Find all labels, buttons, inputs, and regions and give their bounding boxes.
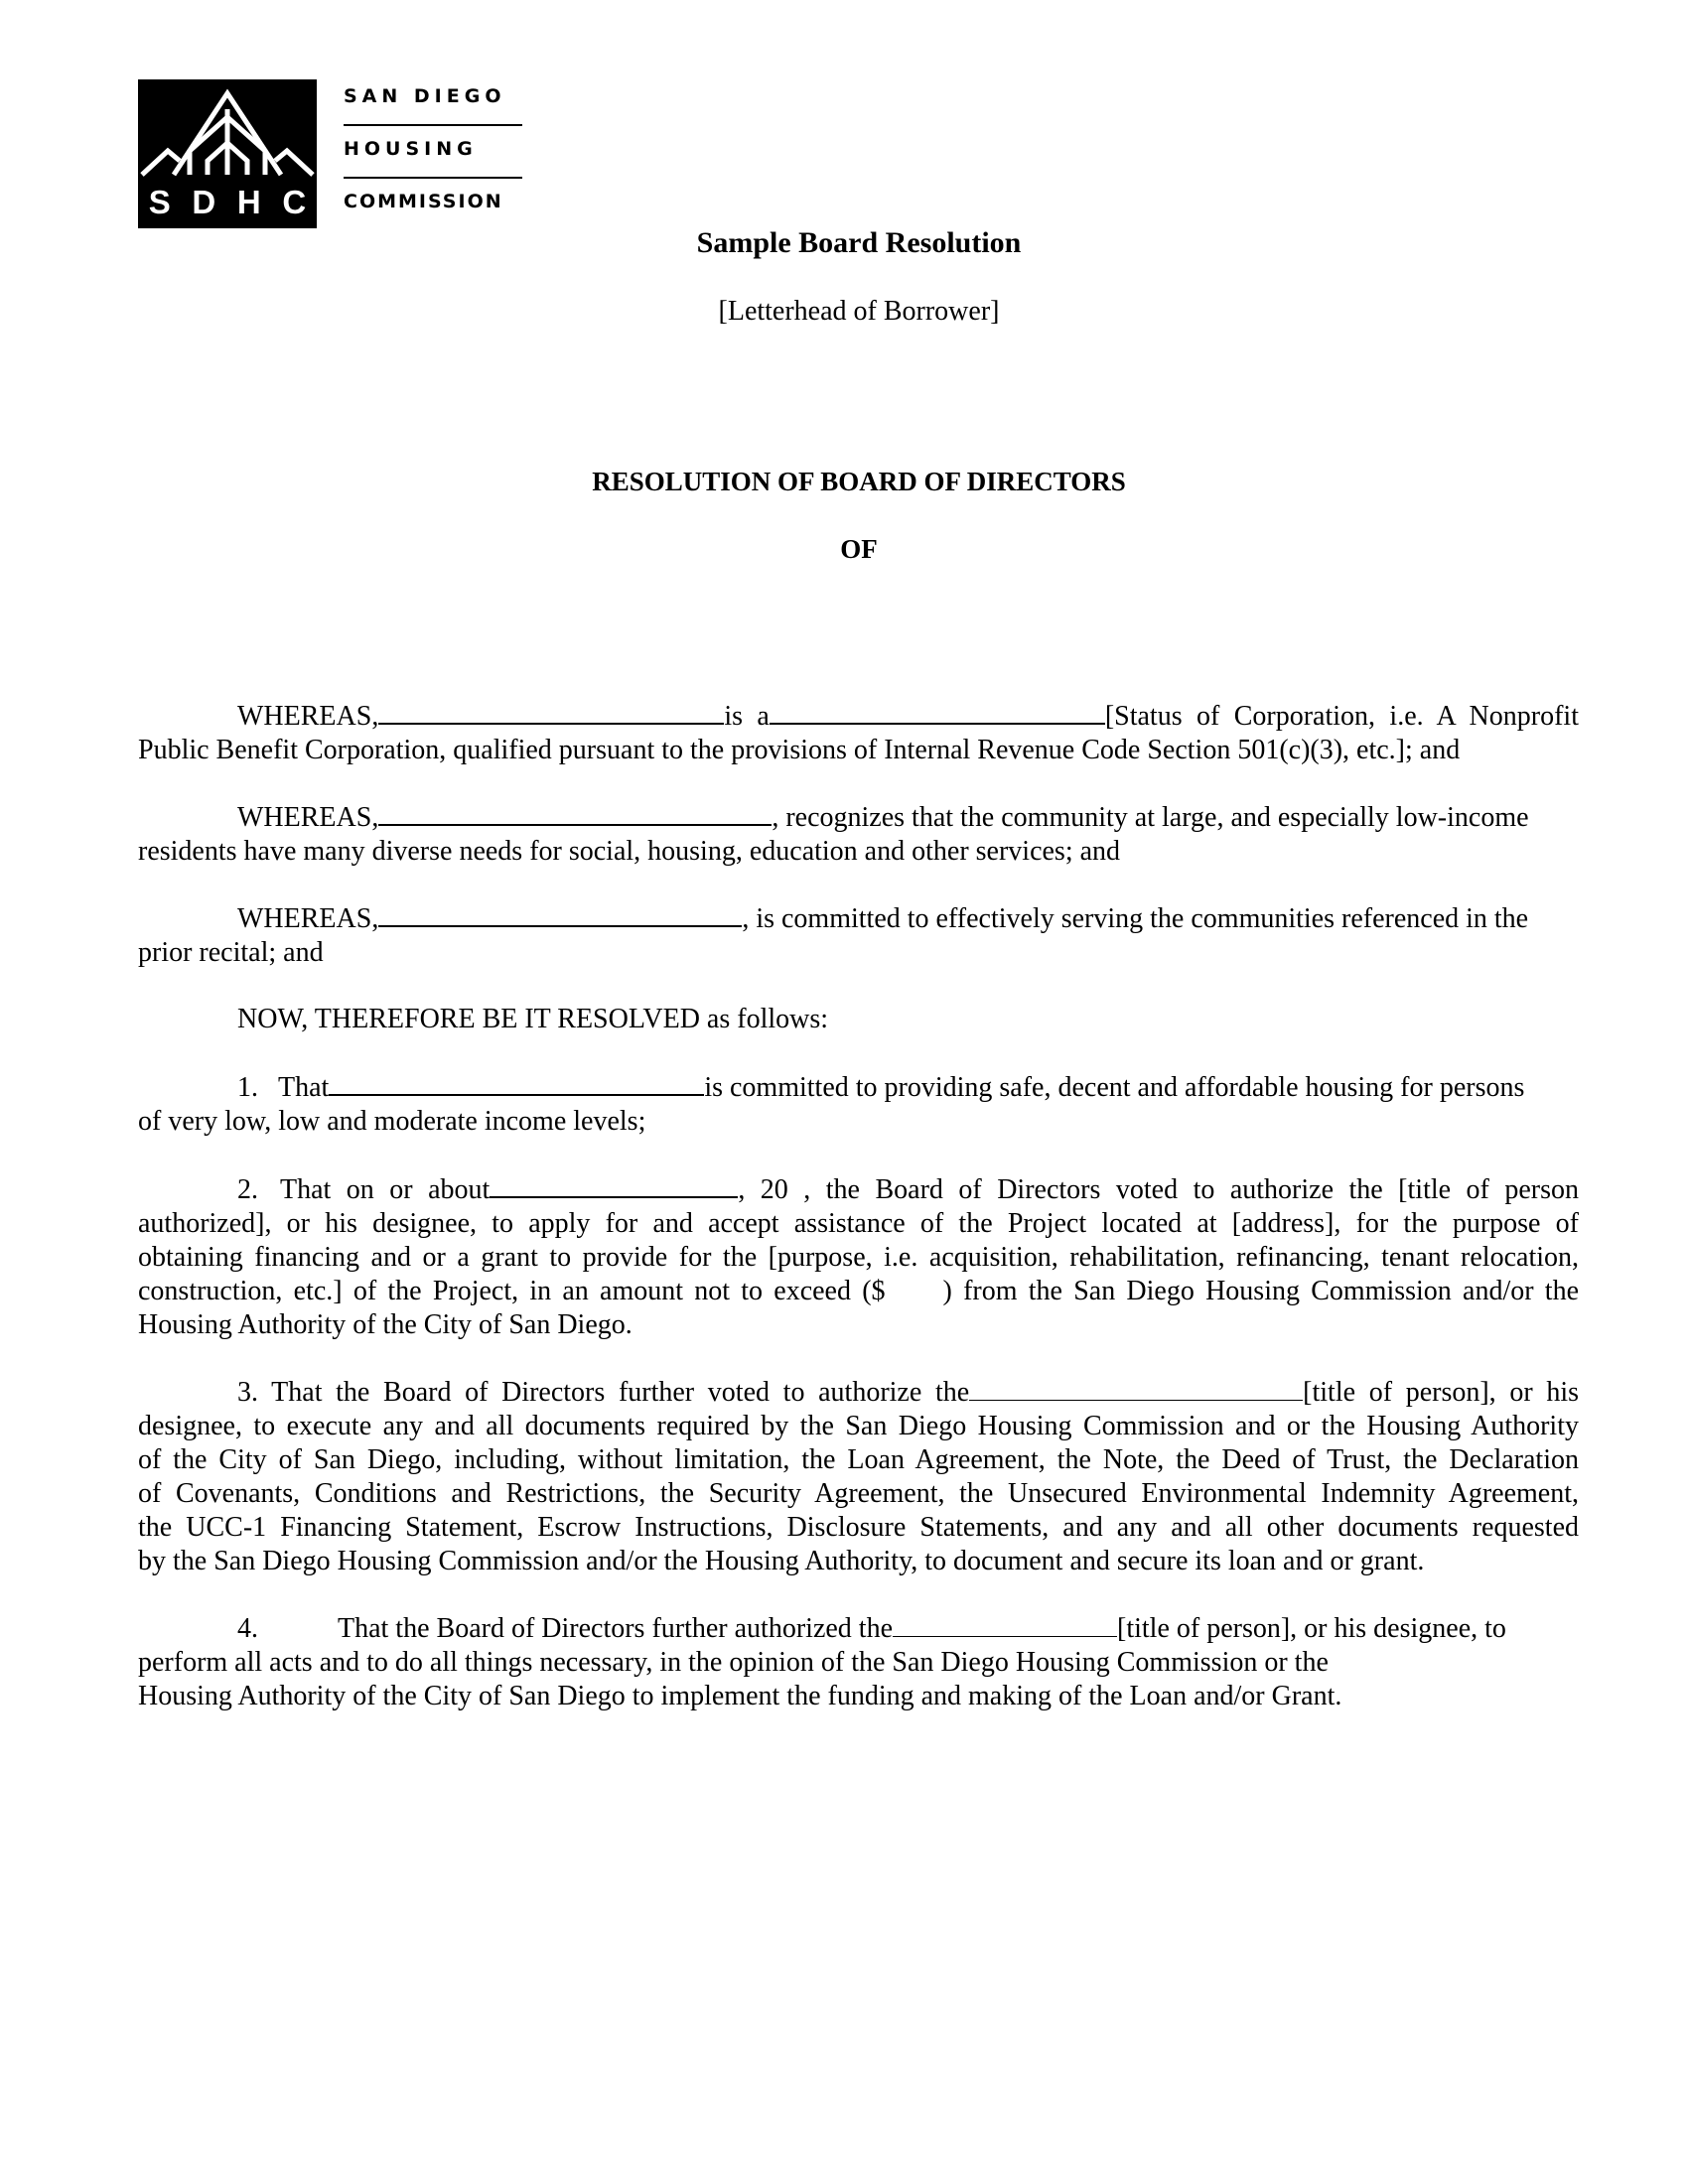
logo-letter: S [148,184,171,220]
item-text: of very low, low and moderate income levels; [138,1106,646,1137]
resolution-title: RESOLUTION OF BOARD OF DIRECTORS [592,467,1126,496]
whereas-text: residents have many diverse needs for social, housing, education and other services; and [138,836,1121,867]
item-text: [title of person], or his [1303,1377,1580,1408]
item-text: construction, etc.] of the Project, in an amount not to exceed ($ [138,1276,886,1306]
item-text: ) from the San Diego Housing Commission and/or the [942,1276,1579,1306]
whereas-paragraph-3 [138,901,1579,970]
corporation-status-blank[interactable] [770,699,1105,725]
title-of-person-blank[interactable] [893,1612,1117,1637]
title-of-person-blank[interactable] [969,1376,1303,1401]
whereas-label: WHEREAS, [237,701,379,732]
item-text: perform all acts and to do all things necessary, in the opinion of the San Diego Housing Commission or the [138,1647,1329,1678]
item-text: by the San Diego Housing Commission and/or the Housing Authority, to document and secure its loan and or grant. [138,1546,1425,1576]
item-text: is committed to providing safe, decent and affordable housing for persons [704,1072,1525,1103]
corporation-name-blank[interactable] [378,901,742,927]
logo-word-san-diego: SAN DIEGO [344,85,506,107]
item-number: 1. [237,1072,258,1103]
whereas-text: , is committed to effectively serving the communities referenced in the [742,903,1529,934]
whereas-text: prior recital; and [138,937,324,968]
item-text: Housing Authority of the City of San Diego to implement the funding and making of the Loan and/or Grant. [138,1681,1342,1711]
whereas-paragraph-2 [138,800,1579,869]
logo-letter: H [236,184,261,220]
logo-wordmark [344,79,527,228]
item-text: obtaining financing and or a grant to provide for the [purpose, i.e. acquisition, rehabilitation, refinancing, tenant relocation, [138,1242,1579,1273]
whereas-label: WHEREAS, [237,903,379,934]
logo-letters [138,183,317,222]
resolution-item-4 [138,1612,1579,1713]
item-text: [title of person], or his designee, to [1117,1613,1506,1644]
logo-rule [344,124,522,126]
resolution-item-2 [138,1172,1579,1342]
whereas-text: [Status of Corporation, i.e. A Nonprofit [1104,701,1579,732]
item-number: 4. [237,1613,258,1644]
whereas-label: WHEREAS, [237,802,379,833]
logo-letter: C [282,184,307,220]
resolved-text: NOW, THEREFORE BE IT RESOLVED as follows: [237,1004,829,1034]
corporation-name-blank[interactable] [378,800,772,826]
document-title: Sample Board Resolution [696,226,1022,259]
whereas-text: is a [724,701,770,732]
resolution-item-3 [138,1376,1579,1578]
item-text: That the Board of Directors further authorized the [338,1613,894,1644]
logo-word-housing: HOUSING [344,138,478,160]
logo-rule [344,177,522,179]
item-text: That on or about [280,1174,491,1205]
corporation-name-blank[interactable] [329,1070,704,1096]
item-text: of the City of San Diego, including, without limitation, the Loan Agreement, the Note, the Deed of Trust, the Declaration [138,1444,1579,1475]
item-number: 2. [237,1174,258,1205]
logo-word-commission: COMMISSION [344,191,503,212]
item-text: of Covenants, Conditions and Restrictions, the Security Agreement, the Unsecured Environmental Indemnity Agreement, [138,1478,1579,1509]
item-text: designee, to execute any and all documents required by the San Diego Housing Commission and or the Housing Authority [138,1411,1579,1441]
logo-mark [138,79,317,228]
item-text: Housing Authority of the City of San Diego. [138,1309,633,1340]
whereas-paragraph-1 [138,699,1579,767]
whereas-text: , recognizes that the community at large, and especially low-income [772,802,1529,833]
date-blank[interactable] [490,1172,738,1198]
resolution-of: OF [840,534,878,564]
resolved-paragraph [138,1003,1579,1036]
corporation-name-blank[interactable] [378,699,724,725]
item-text: authorized], or his designee, to apply for and accept assistance of the Project located at [address], for the purpose of [138,1208,1579,1239]
item-text: the UCC-1 Financing Statement, Escrow Instructions, Disclosure Statements, and any and all other documents requested [138,1512,1579,1543]
resolution-item-1 [138,1070,1579,1139]
whereas-text: Public Benefit Corporation, qualified pursuant to the provisions of Internal Revenue Code Section 501(c)(3), etc.]; and [138,735,1461,765]
item-text: , 20 , the Board of Directors voted to authorize the [title of person [738,1174,1579,1205]
logo-letter: D [192,184,216,220]
item-text: That [278,1072,330,1103]
sdhc-logo [138,79,525,228]
item-text: 3. That the Board of Directors further voted to authorize the [237,1377,970,1408]
letterhead-placeholder: [Letterhead of Borrower] [718,296,1000,327]
